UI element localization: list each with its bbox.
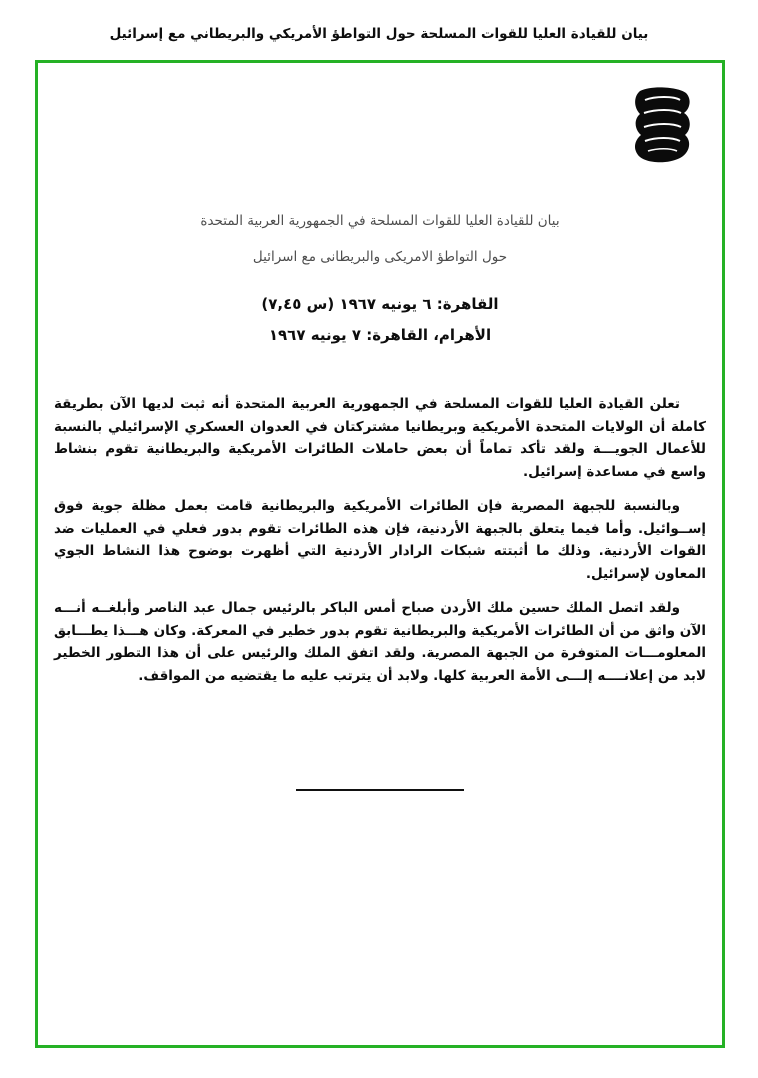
page-header-title: بيان للقيادة العليا للقوات المسلحة حول التواطؤ الأمريكي والبريطاني مع إسرائيل: [109, 26, 649, 42]
dateline-cairo: القاهرة: ٦ يونيه ١٩٦٧ (س ٧,٤٥): [261, 295, 499, 313]
document-title-line-2: حول التواطؤ الامريكى والبريطانى مع اسرائيل: [252, 249, 508, 265]
calligraphic-seal-icon: [630, 85, 694, 165]
paragraph-3: ولقد اتصل الملك حسين ملك الأردن صباح أمس الباكر بالرئيس جمال عبد الناصر وأبلغــه أنـــه الآن واثق من أن الطائرات الأمريكية والبريطانية تقوم بدور خطير في المعركة. وكان هـــذا يطـــابق المعلومـــات المتوفرة من الجبهة المصرية. ولقد اتفق الملك والرئيس على أن هذا التطور الخطير لابد من إعلانــــه إلـــى الأمة العربية كلها. ولابد أن يترتب عليه ما يقتضيه من المواقف.: [54, 600, 706, 684]
document-border-frame: [35, 60, 725, 1048]
end-of-text-divider: [296, 789, 464, 791]
paragraph-1: تعلن القيادة العليا للقوات المسلحة في الجمهورية العربية المتحدة أنه ثبت لديها الآن بطريقة كاملة أن الولايات المتحدة الأمريكية وبريطانيا مشتركتان في العدوان العسكري الإسرائيلي بالنسبة للأعمال الجويـــة ولقد تأكد تماماً أن بعض حاملات الطائرات الأمريكية والبريطانية تقوم بنشاط واسع في مساعدة إسرائيل.: [54, 396, 706, 480]
dateline-alahram: الأهرام، القاهرة: ٧ يونيه ١٩٦٧: [268, 326, 492, 344]
document-body: [54, 393, 706, 699]
paragraph-2: وبالنسبة للجبهة المصرية فإن الطائرات الأمريكية والبريطانية قامت بعمل مظلة جوية فوق إســوائيل. وأما فيما يتعلق بالجبهة الأردنية، فإن هذه الطائرات تقوم بدور فعلي في العمليات ضد القوات الأردنية. وذلك ما أثبتته شبكات الرادار الأردنية التي أظهرت بوضوح هذا النشاط الجوي المعاون لإسرائيل.: [54, 498, 706, 582]
document-title-line-1: بيان للقيادة العليا للقوات المسلحة في الجمهورية العربية المتحدة: [200, 213, 560, 229]
